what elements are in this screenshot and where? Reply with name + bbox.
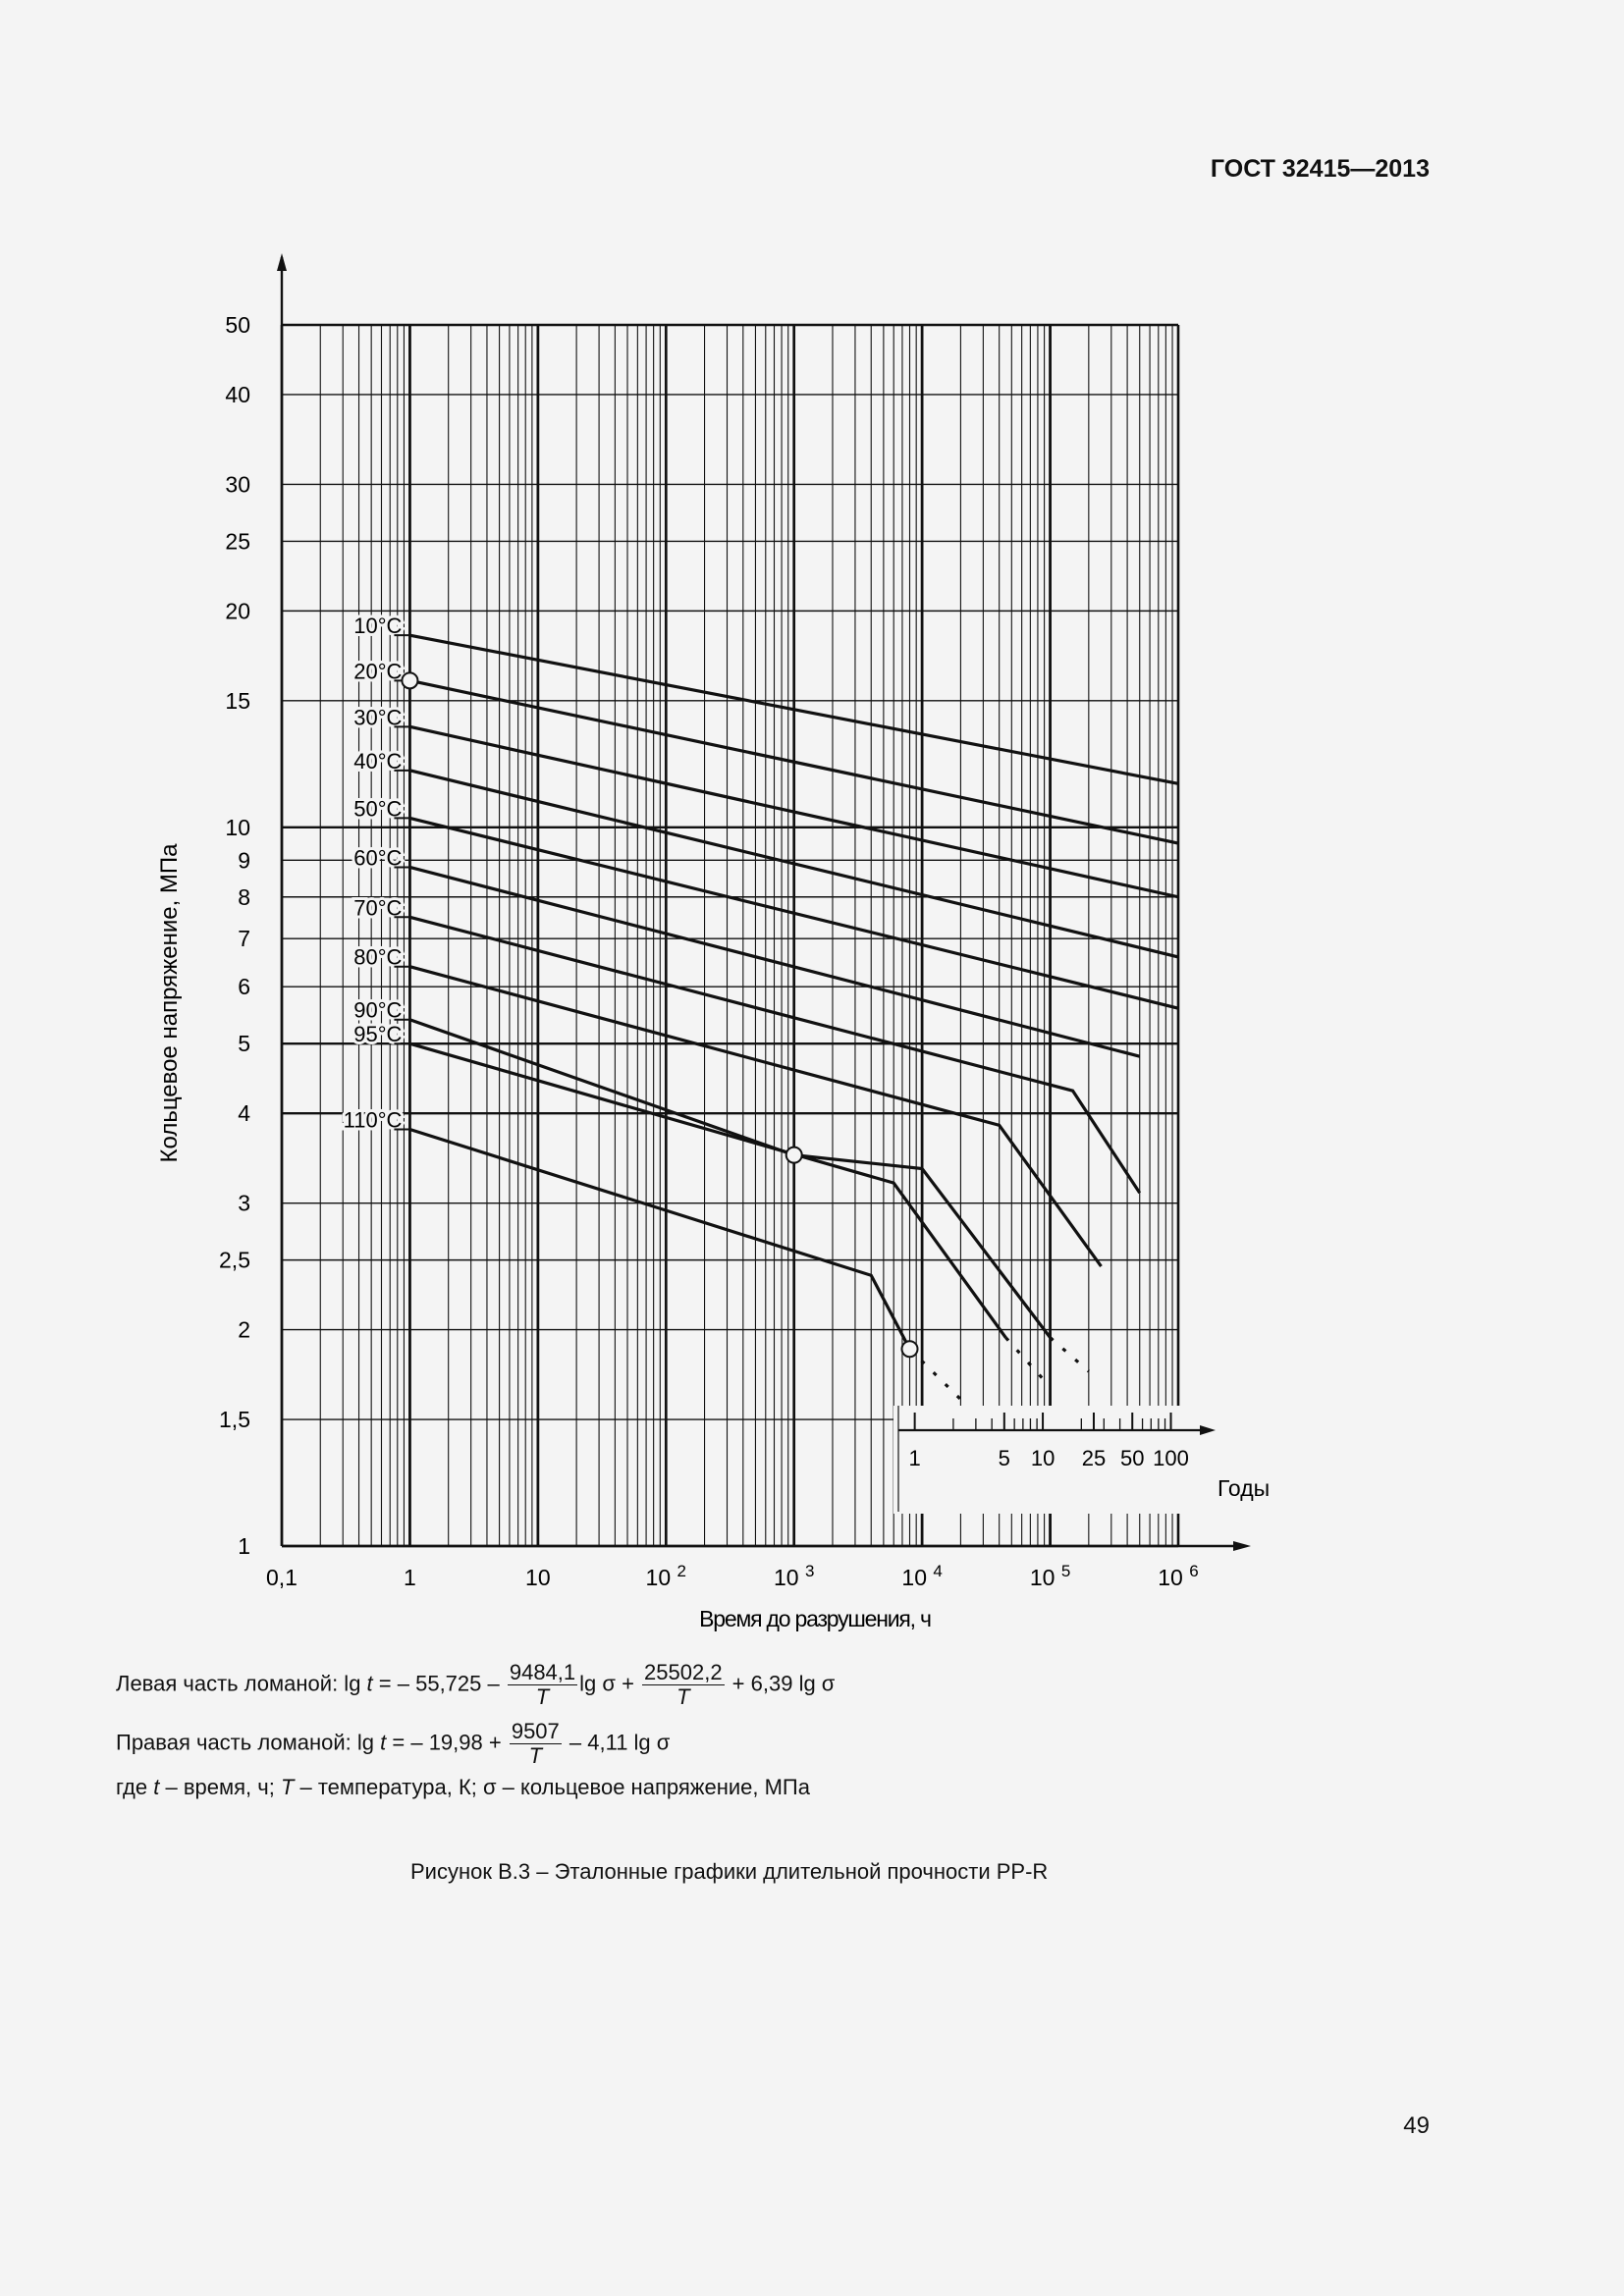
x-axis-arrow-icon (1233, 1541, 1251, 1551)
series-label: 40°С (353, 748, 403, 774)
x-tick-label: 10 $^3$ (773, 1562, 815, 1590)
years-inset (893, 1406, 1270, 1514)
formula-right-part (116, 1720, 670, 1768)
formula-left-a: = – 55,725 – (372, 1671, 506, 1696)
formula-right-fraction (510, 1720, 562, 1768)
x-tick-label: 10 $^2$ (645, 1562, 687, 1590)
fraction-numerator: 9484,1 (509, 1660, 576, 1684)
where-T: T (280, 1775, 295, 1799)
x-tick-label: 1 (404, 1565, 416, 1590)
document-header: ГОСТ 32415—2013 (1210, 155, 1430, 183)
y-tick-label: 10 (225, 814, 250, 840)
x-tick-label: 10 (525, 1565, 551, 1590)
fraction-numerator: 9507 (511, 1719, 560, 1743)
y-tick-label: 2,5 (219, 1247, 250, 1273)
where-p2: – время, ч; (159, 1775, 281, 1799)
formula-left-fraction-2 (642, 1661, 725, 1709)
where-p1: где (116, 1775, 154, 1799)
formula-right-a: = – 19,98 + (386, 1730, 508, 1755)
years-tick-label: 25 (1081, 1446, 1107, 1470)
series-extrapolation (1051, 1338, 1089, 1371)
x-tick-label: 10 $^5$ (1029, 1562, 1071, 1590)
formula-left-t: t (366, 1671, 373, 1696)
series-label: 60°С (353, 845, 403, 871)
y-tick-label: 50 (225, 312, 250, 338)
fraction-denominator: T (535, 1684, 550, 1709)
y-tick-label: 4 (238, 1100, 250, 1127)
series-label: 50°С (353, 796, 403, 822)
series-label: 10°С (353, 614, 403, 639)
x-tick-label: 0,1 (266, 1565, 298, 1590)
series-label: 80°С (353, 944, 403, 970)
fraction-numerator: 25502,2 (644, 1660, 723, 1684)
y-tick-label: 9 (238, 847, 250, 874)
y-tick-label: 40 (225, 381, 250, 407)
series-label: 90°С (353, 997, 403, 1023)
years-tick-label: 1 (908, 1446, 921, 1470)
series-label: 30°С (353, 705, 403, 730)
years-axis-arrow-icon (1200, 1425, 1216, 1435)
formula-left-c: + 6,39 lg σ (726, 1671, 836, 1696)
fraction-denominator: T (677, 1684, 690, 1709)
years-tick-label: 100 (1153, 1446, 1189, 1470)
series-label: 95°С (353, 1022, 403, 1047)
y-tick-label: 2 (238, 1316, 250, 1343)
y-axis-label: Кольцевое напряжение, МПа (156, 843, 183, 1163)
y-tick-label: 25 (225, 528, 250, 555)
y-tick-label: 15 (225, 687, 250, 714)
formula-right-b: – 4,11 lg σ (563, 1730, 671, 1755)
formula-legend (116, 1775, 810, 1800)
where-t: t (153, 1775, 160, 1799)
y-tick-label: 5 (238, 1031, 250, 1057)
years-tick-label: 5 (998, 1446, 1010, 1470)
y-tick-label: 1,5 (219, 1407, 250, 1433)
x-tick-label: 10 $^4$ (901, 1562, 943, 1590)
y-tick-label: 20 (225, 598, 250, 624)
series-line (409, 1020, 1050, 1338)
formula-left-part (116, 1661, 835, 1709)
marker-circle (402, 672, 417, 688)
series-extrapolation (910, 1349, 961, 1399)
years-tick-label: 10 (1030, 1446, 1056, 1470)
chart-grid (282, 325, 1178, 1546)
y-axis-arrow-icon (277, 253, 287, 271)
series-label: 20°С (353, 659, 403, 684)
formula-left-b: lg σ + (579, 1671, 641, 1696)
formula-left-fraction-1 (508, 1661, 577, 1709)
marker-circle (786, 1148, 802, 1163)
x-axis-label: Время до разрушения, ч (699, 1606, 931, 1631)
y-tick-label: 7 (238, 926, 250, 952)
formula-left-prefix: Левая часть ломаной: lg (116, 1671, 367, 1696)
y-tick-label: 1 (238, 1533, 250, 1559)
chart-axes (277, 253, 1251, 1551)
where-p3: – температура, К; σ – кольцевое напряжение, МПа (294, 1775, 810, 1799)
years-tick-label: 50 (1119, 1446, 1145, 1470)
formula-right-prefix: Правая часть ломаной: lg (116, 1730, 381, 1755)
y-tick-label: 8 (238, 883, 250, 910)
chart-series (344, 614, 1178, 1399)
marker-circle (902, 1341, 918, 1357)
y-tick-label: 3 (238, 1190, 250, 1216)
series-label: 110°С (343, 1107, 403, 1133)
fraction-denominator: T (528, 1743, 543, 1768)
figure-caption: Рисунок В.3 – Эталонные графики длительной прочности PP-R (410, 1859, 1049, 1884)
y-tick-label: 30 (225, 471, 250, 498)
x-tick-label: 10 $^6$ (1158, 1562, 1199, 1590)
years-axis-label: Годы (1218, 1475, 1271, 1501)
y-tick-label: 6 (238, 974, 250, 1000)
formula-right-t: t (380, 1730, 387, 1755)
series-label: 70°С (353, 895, 403, 921)
page-number: 49 (1403, 2112, 1430, 2139)
